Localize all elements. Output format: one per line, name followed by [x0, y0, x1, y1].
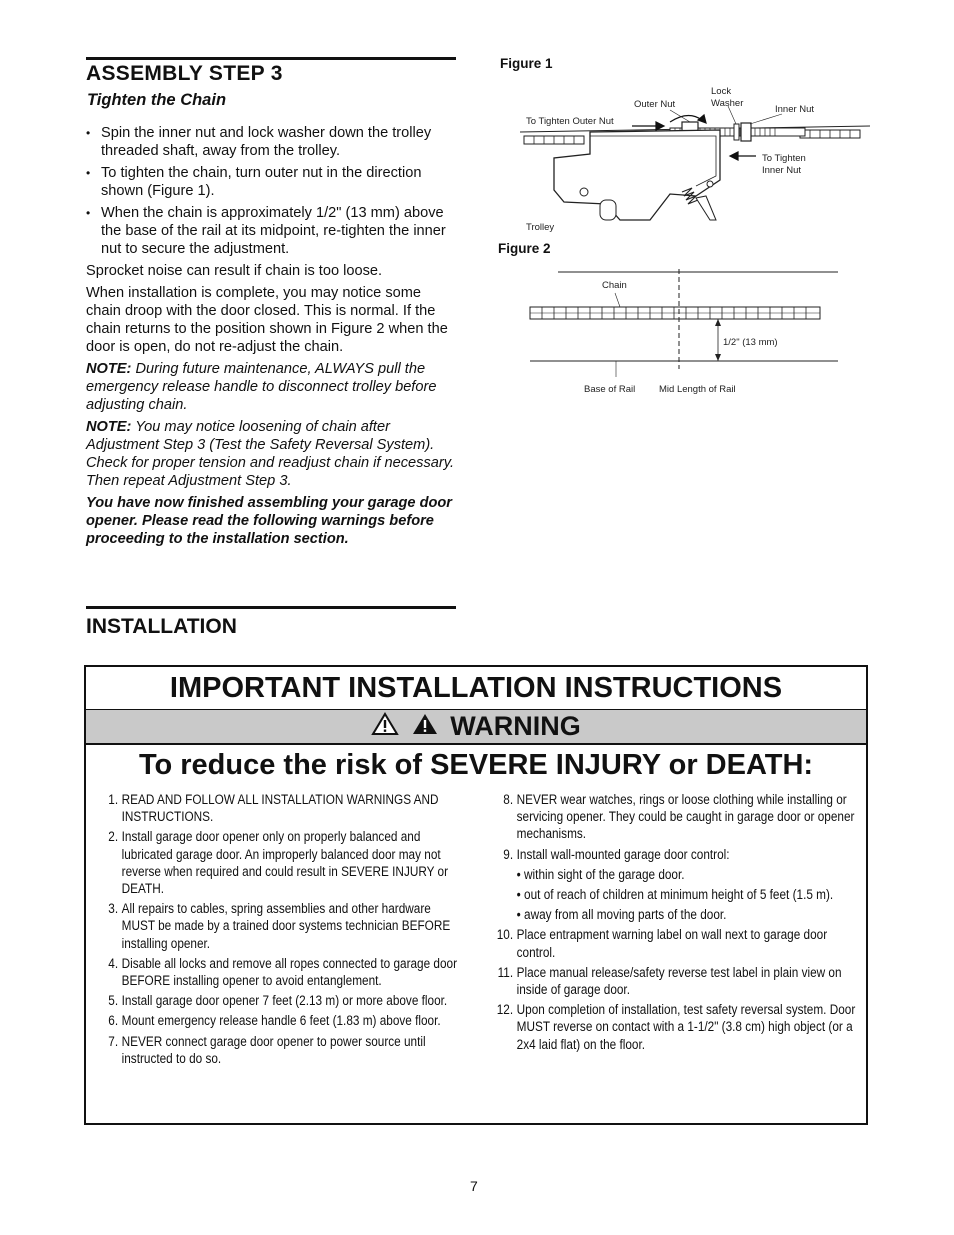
- warning-title: IMPORTANT INSTALLATION INSTRUCTIONS: [86, 667, 866, 711]
- warning-item: 10. Place entrapment warning label on wall next to garage door control.: [496, 927, 828, 960]
- figure1-label: Inner Nut: [775, 104, 815, 115]
- warning-item: 1. READ AND FOLLOW ALL INSTALLATION WARNINGS AND INSTRUCTIONS.: [108, 792, 439, 825]
- installation-heading: INSTALLATION: [86, 615, 237, 638]
- warning-item: 6. Mount emergency release handle 6 feet (1.83 m) above floor.: [108, 1013, 441, 1029]
- figure1-label: Lock: [711, 86, 732, 97]
- assembly-body: [86, 124, 458, 552]
- note-text: You may notice loosening of chain after Adjustment Step 3 (Test the Safety Reversal System). Check for proper tension and readjust chain if necessary. Then repeat Adjustment Step 3.: [86, 419, 455, 489]
- figure2-label: Base of Rail: [584, 384, 636, 395]
- figure1-label: Trolley: [526, 222, 555, 233]
- warning-triangle-solid-icon: [411, 711, 439, 744]
- figure1-label: To Tighten: [762, 153, 806, 164]
- assembly-bullet: • To tighten the chain, turn outer nut in the direction shown (Figure 1).: [86, 164, 458, 200]
- warning-item: 8. NEVER wear watches, rings or loose clothing while installing or servicing opener. They could be caught in garage door or opener mechanisms.: [503, 792, 855, 842]
- warning-item: 4. Disable all locks and remove all ropes connected to garage door BEFORE installing opener to avoid entanglement.: [108, 955, 458, 989]
- loosening-note: [86, 418, 458, 490]
- assembly-bullet: • Spin the inner nut and lock washer down the trolley threaded shaft, away from the trolley.: [86, 124, 458, 160]
- figure1-label: Outer Nut: [634, 99, 676, 110]
- figure1-label: Inner Nut: [762, 165, 802, 176]
- assembly-bullets: [86, 124, 458, 258]
- assembly-subheading: Tighten the Chain: [87, 91, 227, 109]
- warning-item: 11. Place manual release/safety reverse test label in plain view on inside of garage door.: [497, 964, 842, 998]
- figure2-label: Mid Length of Rail: [659, 384, 736, 395]
- figure2-label: Chain: [602, 280, 627, 291]
- note-label: NOTE:: [86, 361, 132, 377]
- warning-subitem: • away from all moving parts of the door.: [516, 907, 727, 923]
- figure2-title: Figure 2: [498, 241, 551, 256]
- page-number: 7: [470, 1178, 478, 1194]
- sprocket-paragraph: Sprocket noise can result if chain is too loose.: [86, 263, 383, 279]
- warning-item: 5. Install garage door opener 7 feet (2.13 m) or more above floor.: [108, 993, 448, 1009]
- warning-subtitle: To reduce the risk of SEVERE INJURY or DEATH:: [138, 749, 814, 781]
- warning-item: 12. Upon completion of installation, test safety reversal system. Door MUST reverse on contact with a 1-1/2" (3.8 cm) high object (or a 2x4 laid flat) on the floor.: [496, 1002, 856, 1052]
- warning-box: [84, 665, 868, 1125]
- warning-subitem: • within sight of the garage door.: [516, 866, 685, 882]
- note-text: During future maintenance, ALWAYS pull the emergency release handle to disconnect trolley before adjusting chain.: [86, 361, 437, 413]
- warning-list-right: [492, 791, 857, 1056]
- chain-droop-paragraph: When installation is complete, you may notice some chain droop with the door closed. This is normal. If the chain returns to the position shown in Figure 2 when the door is open, do not re-adjust the chain.: [86, 285, 448, 355]
- maintenance-note: [86, 360, 458, 414]
- warning-item: 2. Install garage door opener only on properly balanced and lubricated garage door. An improperly balanced door may not reverse when required and could result in SEVERE INJURY or DEATH.: [108, 829, 449, 897]
- figure1-label: To Tighten Outer Nut: [526, 116, 614, 127]
- assembly-top-rule: [86, 57, 456, 60]
- warning-triangle-outline-icon: [371, 711, 399, 744]
- warning-item: 3. All repairs to cables, spring assemblies and other hardware MUST be made by a trained door systems technician BEFORE installing opener.: [108, 901, 451, 951]
- warning-subitem: • out of reach of children at minimum height of 5 feet (1.5 m).: [516, 887, 834, 903]
- warning-list-left: [97, 791, 467, 1070]
- warning-banner: [86, 710, 866, 745]
- figure1-label: Washer: [711, 98, 744, 109]
- figure1-title: Figure 1: [500, 56, 553, 71]
- installation-top-rule: [86, 606, 456, 609]
- assembly-bullet: • When the chain is approximately 1/2" (13 mm) above the base of the rail at its midpoint, re-tighten the inner nut to secure the adjustment.: [86, 204, 458, 258]
- finished-paragraph: You have now finished assembling your garage door opener. Please read the following warnings before proceeding to the installation section.: [86, 495, 452, 547]
- assembly-heading: ASSEMBLY STEP 3: [86, 62, 283, 85]
- warning-item: 7. NEVER connect garage door opener to power source until instructed to do so.: [108, 1033, 426, 1066]
- figure1-trolley-diagram: [520, 80, 870, 240]
- figure2-label: 1/2" (13 mm): [723, 337, 778, 348]
- note-label: NOTE:: [86, 419, 132, 435]
- figure2-chain-diagram: [520, 265, 850, 405]
- warning-banner-label: WARNING: [450, 711, 581, 741]
- warning-item: 9. Install wall-mounted garage door control:: [503, 846, 730, 862]
